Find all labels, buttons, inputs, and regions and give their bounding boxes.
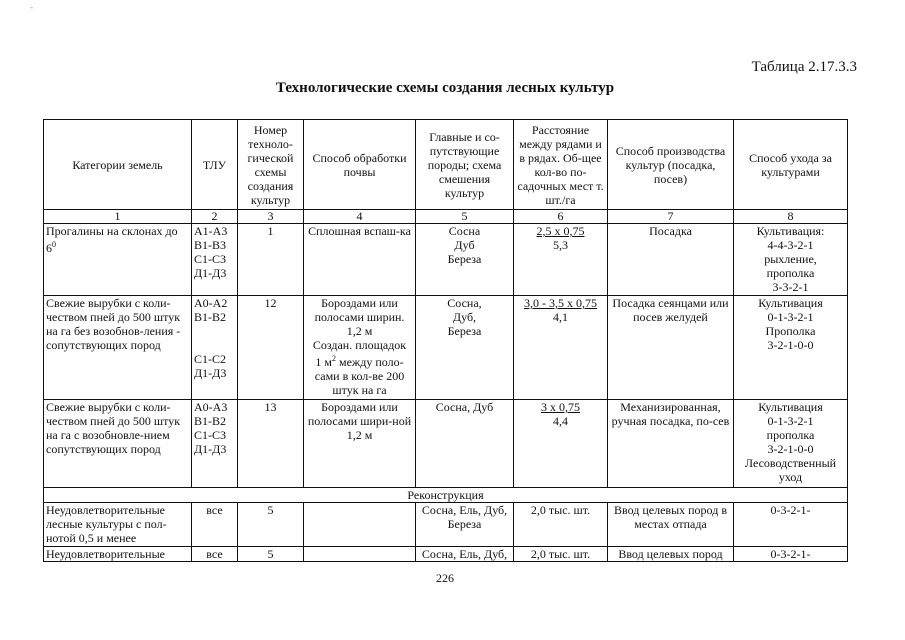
column-number: 6 [514,210,608,224]
soil-cell [304,547,416,562]
scheme-cell: 12 [238,296,304,400]
tlu-cell: A0-A3 B1-B2 C1-C3 Д1-Д3 [192,400,238,488]
tlu-cell: все [192,503,238,547]
header-cell: Расстояние между рядами и в рядах. Об-щее кол-во по-садочных мест т. шт./га [514,120,608,210]
category-cell: Неудовлетворительные лесные культуры с пол-нотой 0,5 и менее [44,503,192,547]
page-title: Технологические схемы создания лесных культур [275,80,615,96]
header-cell: Способ производства культур (посадка, посев) [608,120,734,210]
care-cell: Культивация: 4-4-3-2-1 рыхление, прополка 3-3-2-1 [734,224,848,296]
header-cell: Главные и со-путствующие породы; схема смешения культур [416,120,514,210]
care-cell: 0-3-2-1- [734,503,848,547]
method-cell: Ввод целевых пород в местах отпада [608,503,734,547]
tlu-cell: все [192,547,238,562]
care-cell: Культивация 0-1-3-2-1 Прополка 3-2-1-0-0 [734,296,848,400]
section-row [44,488,848,503]
method-cell: Механизированная, ручная посадка, по-сев [608,400,734,488]
species-cell: Сосна, Ель, Дуб, Береза [416,503,514,547]
method-cell: Ввод целевых пород [608,547,734,562]
soil-cell: Бороздами или полосами шири-ной 1,2 м [304,400,416,488]
header-cell: Категории земель [44,120,192,210]
header-row [44,120,848,210]
method-cell: Посадка [608,224,734,296]
column-number: 3 [238,210,304,224]
header-cell: Способ обработки почвы [304,120,416,210]
header-cell: Способ ухода за культурами [734,120,848,210]
care-cell: 0-3-2-1- [734,547,848,562]
spacing-cell: 2,5 х 0,75 5,3 [514,224,608,296]
column-number: 5 [416,210,514,224]
column-number: 1 [44,210,192,224]
tlu-cell: A1-A3 B1-B3 C1-C3 Д1-Д3 [192,224,238,296]
column-number-row [44,210,848,224]
spacing-cell: 3 х 0,75 4,4 [514,400,608,488]
table-row [44,224,848,296]
soil-cell [304,503,416,547]
care-cell: Культивация 0-1-3-2-1 прополка 3-2-1-0-0 Лесоводственный уход [734,400,848,488]
spacing-cell: 2,0 тыс. шт. [514,547,608,562]
category-cell: Свежие вырубки с коли-чеством пней до 500 штук на га без возобнов-ления - сопутствующих пород [44,296,192,400]
species-cell: Сосна, Дуб, Береза [416,296,514,400]
header-cell: ТЛУ [192,120,238,210]
forest-cultures-table [43,119,848,562]
species-cell: Сосна, Дуб [416,400,514,488]
table-number: Таблица 2.17.3.3 [751,59,857,75]
section-title: Реконструкция [44,488,848,503]
category-cell: Прогалины на склонах до $6^0$ [44,224,192,296]
species-cell: Сосна, Ель, Дуб, [416,547,514,562]
corner-mark: - [30,2,33,12]
soil-cell: Бороздами или полосами ширин. 1,2 м Создан. площадок 1 $м^2$ между поло- сами в кол-ве 200 штук на га [304,296,416,400]
method-cell: Посадка сеянцами или посев желудей [608,296,734,400]
scheme-cell: 1 [238,224,304,296]
column-number: 8 [734,210,848,224]
category-cell: Неудовлетворительные [44,547,192,562]
category-cell: Свежие вырубки с коли-чеством пней до 500 штук на га с возобновле-нием сопутствующих пород [44,400,192,488]
table-row [44,503,848,547]
column-number: 7 [608,210,734,224]
spacing-cell: 3,0 - 3,5 х 0,75 4,1 [514,296,608,400]
table-row [44,400,848,488]
header-cell: Номер техноло-гической схемы создания культур [238,120,304,210]
column-number: 2 [192,210,238,224]
scheme-cell: 5 [238,503,304,547]
column-number: 4 [304,210,416,224]
scheme-cell: 13 [238,400,304,488]
table-row [44,547,848,562]
page-number: 226 [436,571,454,585]
species-cell: Сосна Дуб Береза [416,224,514,296]
spacing-cell: 2,0 тыс. шт. [514,503,608,547]
soil-cell: Сплошная вспаш-ка [304,224,416,296]
scheme-cell: 5 [238,547,304,562]
tlu-cell: A0-A2 B1-B2 C1-C2 Д1-Д3 [192,296,238,400]
table-row [44,296,848,400]
